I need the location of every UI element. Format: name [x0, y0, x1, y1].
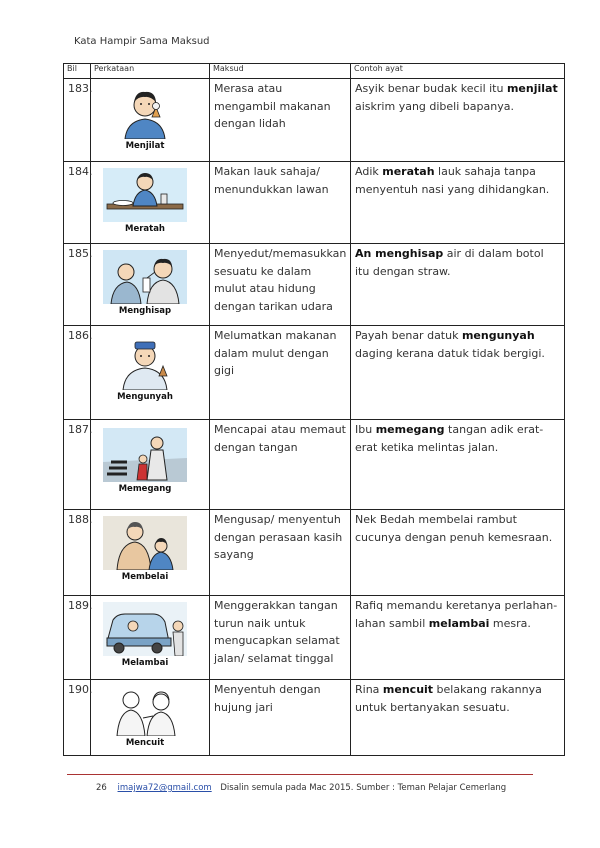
example-cell	[351, 680, 565, 756]
example-text: mesra.	[489, 616, 531, 630]
word-label: Menjilat	[125, 141, 165, 151]
example-keyword: An menghisap	[355, 247, 444, 260]
illustration	[103, 250, 187, 316]
table-row	[64, 162, 565, 244]
meaning-cell: Mengusap/ menyentuh dengan perasaan kasih sayang	[210, 510, 351, 596]
example-text: air di dalam botol itu dengan straw.	[355, 247, 544, 278]
source-note: Disalin semula pada Mac 2015. Sumber : Teman Pelajar Cemerlang	[220, 783, 507, 793]
word-label: Melambai	[121, 658, 169, 668]
table-row	[64, 596, 565, 680]
example-keyword: mengunyah	[461, 329, 535, 342]
example-cell	[351, 420, 565, 510]
word-label: Meratah	[124, 224, 165, 234]
example-keyword: menjilat	[506, 82, 558, 95]
column-header-bil: Bil	[64, 64, 91, 79]
table-row	[64, 326, 565, 420]
illustration	[103, 336, 187, 402]
girl-tapping-friend-illustration	[103, 682, 187, 736]
email-link[interactable]: imajwa72@gmail.com	[117, 783, 212, 793]
row-number: 185.	[64, 244, 91, 326]
example-text: Rina	[355, 683, 383, 696]
row-number: 187.	[64, 420, 91, 510]
meaning-cell: Melumatkan makanan dalam mulut dengan gigi	[210, 326, 351, 420]
illustration	[103, 682, 187, 748]
meaning-cell: Menyedut/memasukkan sesuatu ke dalam mulut atau hidung dengan tarikan udara	[210, 244, 351, 326]
meaning-cell: Makan lauk sahaja/ menundukkan lawan	[210, 162, 351, 244]
page-footer	[96, 783, 506, 793]
table-header-row	[64, 64, 565, 79]
example-text: Nek Bedah membelai rambut cucunya dengan penuh kemesraan.	[355, 513, 553, 544]
example-cell	[351, 596, 565, 680]
example-cell	[351, 162, 565, 244]
old-man-chewing-illustration	[103, 336, 187, 390]
example-text: aiskrim yang dibeli bapanya.	[355, 99, 514, 113]
mother-holding-child-hand-illustration	[103, 428, 187, 482]
example-text: belakang rakannya untuk bertanyakan sesuatu.	[355, 683, 542, 714]
row-number: 188.	[64, 510, 91, 596]
example-text: tangan adik erat-erat ketika melintas jalan.	[355, 423, 544, 454]
example-text: Ibu	[355, 423, 376, 436]
table-row	[64, 244, 565, 326]
column-header-perkataan: Perkataan	[91, 64, 210, 79]
row-number: 190.	[64, 680, 91, 756]
word-cell	[91, 420, 210, 510]
example-keyword: melambai	[428, 616, 490, 630]
word-label: Menghisap	[118, 306, 172, 316]
word-cell	[91, 596, 210, 680]
example-keyword: meratah	[382, 165, 435, 178]
meaning-cell: Mencapai atau memaut dengan tangan	[210, 420, 351, 510]
page-number: 26	[96, 783, 107, 793]
example-cell	[351, 326, 565, 420]
row-number: 183.	[64, 79, 91, 162]
word-label: Mencuit	[125, 738, 165, 748]
meaning-cell: Merasa atau mengambil makanan dengan lidah	[210, 79, 351, 162]
row-number: 184.	[64, 162, 91, 244]
boy-licking-ice-cream-illustration	[103, 85, 187, 139]
table-row	[64, 510, 565, 596]
example-keyword: mencuit	[382, 683, 434, 696]
illustration	[103, 602, 187, 668]
example-text: Rafiq memandu keretanya perlahan-lahan sambil	[355, 599, 558, 630]
example-text: daging kerana datuk tidak bergigi.	[355, 346, 545, 360]
word-cell	[91, 326, 210, 420]
boy-eating-at-table-illustration	[103, 168, 187, 222]
word-cell	[91, 680, 210, 756]
footer-divider	[67, 774, 533, 775]
vocabulary-table	[63, 63, 565, 756]
meaning-cell: Menggerakkan tangan turun naik untuk mengucapkan selamat jalan/ selamat tinggal	[210, 596, 351, 680]
example-cell	[351, 244, 565, 326]
example-text: Adik	[355, 165, 383, 178]
column-header-maksud: Maksud	[210, 64, 351, 79]
man-waving-from-car-illustration	[103, 602, 187, 656]
row-number: 186.	[64, 326, 91, 420]
table-row	[64, 79, 565, 162]
example-text: Asyik benar budak kecil itu	[355, 82, 507, 95]
word-cell	[91, 162, 210, 244]
illustration	[103, 516, 187, 582]
example-text: lauk sahaja tanpa menyentuh nasi yang dihidangkan.	[355, 165, 550, 196]
example-text: Payah benar datuk	[355, 329, 462, 342]
grandmother-stroking-hair-illustration	[103, 516, 187, 570]
page-header: Kata Hampir Sama Maksud	[74, 36, 210, 47]
illustration	[103, 428, 187, 494]
word-label: Mengunyah	[117, 392, 173, 402]
word-cell	[91, 244, 210, 326]
table-row	[64, 420, 565, 510]
children-drinking-illustration	[103, 250, 187, 304]
table-row	[64, 680, 565, 756]
illustration	[103, 85, 187, 151]
word-label: Membelai	[121, 572, 169, 582]
example-cell	[351, 79, 565, 162]
word-label: Memegang	[118, 484, 172, 494]
example-cell	[351, 510, 565, 596]
word-cell	[91, 79, 210, 162]
meaning-cell: Menyentuh dengan hujung jari	[210, 680, 351, 756]
illustration	[103, 168, 187, 234]
word-cell	[91, 510, 210, 596]
row-number: 189.	[64, 596, 91, 680]
example-keyword: memegang	[375, 423, 445, 436]
column-header-contoh-ayat: Contoh ayat	[351, 64, 565, 79]
